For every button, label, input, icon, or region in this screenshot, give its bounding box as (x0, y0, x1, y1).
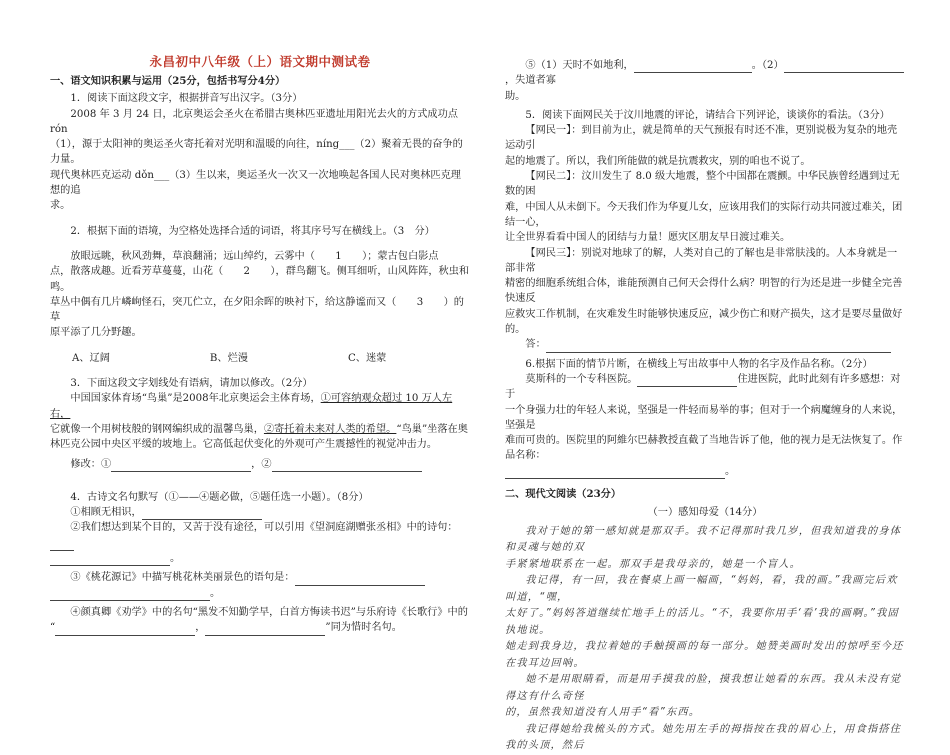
answer-blank[interactable] (50, 589, 210, 601)
q4-item-5: ⑤（1）天时不如地利， 。（2），失道者寡 (505, 58, 905, 89)
answer-blank[interactable] (505, 467, 725, 479)
passage-line: 我记得，有一回，我在餐桌上画一幅画，“妈妈，看，我的画。”我画完后欢叫道，“嘿， (505, 575, 898, 603)
q6-line: 难而可贵的。医院里的阿維尔巴赫教授直截了当地告诉了他，他的视力是无法恢复了。作品名称： (505, 435, 903, 462)
q2-options (50, 351, 470, 366)
q1-line: 现代奥林匹克运动 dǒn___（3）生以来，奥运圣火一次又一次地唤起各国人民对奥林匹克理想的追 (50, 169, 461, 197)
q4-item-2-cont: 。 (50, 551, 470, 566)
q5-netizen-2: 【网民二】：汶川发生了 8.0 级大地震，整个中国都在震颤。中华民族曾经遇到过无数的困 (505, 171, 900, 198)
q6-line: 一个身强力壮的年轻人来说，坚强是一件轻而易举的事；但对于一个病魔缠身的人来说，坚强是 (505, 404, 903, 431)
q1-line: 求。 (50, 200, 71, 212)
q4-item-1: ①相顾无相识， (50, 505, 470, 520)
passage-line: 的，虽然我知道没有人用手“看”东西。 (505, 707, 701, 719)
q4-item-4-cont: “ ， ”同为惜时名句。 (50, 620, 470, 635)
passage-text (505, 524, 905, 755)
answer-blank[interactable] (272, 460, 422, 472)
answer-blank[interactable] (546, 341, 891, 353)
q4-item-5-cont: 助。 (505, 90, 526, 102)
passage-line: 她走到我身边，我拉着她的手触摸画的每一部分。她赞美画时发出的惊呼至今还在我耳边回响。 (505, 641, 904, 669)
q2-line: 点，散落成趣。近看芳草蔓蔓，山花（ 2 ），群鸟翻飞。侧耳细听，山风阵阵，秋虫和鸣。 (50, 266, 470, 293)
q2-option-c: C、迷蒙 (347, 352, 387, 364)
q5-netizen-3-cont: 应救灾工作机制，在灾难发生时能够快速反应，减少伤亡和财产损失，这才是要尽量做好的。 (505, 308, 903, 336)
q2-stem: 2．根据下面的语境，为空格处选择合适的词语，将其序号写在横线上。（3 分） (70, 225, 435, 237)
answer-blank[interactable] (50, 539, 74, 551)
passage-line: 我记得她给我梳头的方式。她先用左手的拇指按在我的眉心上，用食指搭住我的头顶，然后 (505, 723, 902, 752)
q5-netizen-1: 【网民一】：到目前为止，就是简单的天气预报有时还不准，更别说极为复杂的地壳运动引 (505, 125, 898, 152)
q1-line: 2008 年 3 月 24 日，北京奥运会圣火在希腊古奥林匹亚遗址用阳光去火的方式成功点 rón (50, 108, 458, 135)
passage-line: 手紧紧地联系在一起。那双手是我母亲的，她是一个盲人。 (505, 558, 802, 570)
q1-line: （1），源于太阳神的奥运圣火寄托着对光明和温暖的向往，níng___（2）聚着无畏的奋争的力量。 (50, 139, 463, 166)
q4-item-3-cont: 。 (50, 586, 470, 601)
q5-netizen-3: 【网民三】：别说对地球了的解，人类对自己的了解也是非常肤浅的。人本身就是一部非常 (505, 247, 898, 274)
q5-answer-line: 答： (505, 337, 905, 352)
q3-stem: 3．下面这段文字划线处有语病，请加以修改。（2分） (70, 378, 313, 390)
q3-line: 林匹克公园中央区平缓的坡地上。它高低起伏变化的外观可产生震撼性的视觉冲击力。 (50, 439, 438, 451)
q5-netizen-2-cont: 让全世界看看中国人的团结与力量！愿灾区朋友早日渡过难关。 (505, 232, 791, 244)
answer-blank[interactable] (637, 375, 737, 387)
q1-stem: 1．阅读下面这段文字，根据拼音写出汉字。（3分） (70, 93, 303, 105)
q3-fix-line: 修改：① ，② (50, 457, 470, 472)
answer-blank[interactable] (50, 554, 170, 566)
left-column (50, 74, 470, 636)
q2-line: 草丛中偶有几片嶙峋怪石，突兀伫立，在夕阳余晖的映衬下，给这静谧而又（ 3 ）的草 (50, 296, 464, 324)
answer-blank[interactable] (784, 61, 904, 73)
q5-stem: 5．阅读下面网民关于汶川地震的评论，请结合下列评论，谈谈你的看法。（3分） (525, 109, 890, 121)
section-one-heading: 一、语文知识积累与运用（25分，包括书写分4分） (50, 75, 286, 87)
q4-item-4: ④颜真卿《劝学》中的名句“黑发不知勤学早，白首方悔读书迟”与乐府诗《长歌行》中的 (70, 606, 468, 618)
answer-blank[interactable] (205, 624, 325, 636)
right-column (505, 58, 905, 755)
answer-blank[interactable] (634, 61, 752, 73)
q3-line: 中国国家体育场“鸟巢”是2008年北京奥运会主体育场，①可容纳观众超过 10 万人左右， (50, 393, 453, 420)
q2-line: 放眼远眺，秋风劲舞，草浪翻涌；远山绰约，云雾中（ 1 ）；蒙古包白影点 (70, 250, 439, 262)
answer-blank[interactable] (55, 624, 195, 636)
q4-item-2: ②我们想达到某个目的，又苦于没有途径，可以引用《望洞庭湖赠张丞相》中的诗句： (50, 520, 470, 551)
q4-stem: 4．古诗文名句默写（①——④题必做，⑤题任选一小题）。（8分） (70, 491, 369, 503)
q6-line: 莫斯科的一个专科医院。 住进医院，此时此刻有许多感想：对于 (505, 373, 901, 401)
q3-line: 它就像一个用树枝般的钢网编织成的温馨鸟巢，②寄托着未来对人类的希望。“鸟巢”坐落在奥 (50, 423, 468, 435)
q2-option-b: B、烂漫 (209, 352, 248, 364)
q5-netizen-2-cont: 难，中国人从未倒下。今天我们作为华夏儿女，应该用我们的实际行动共同渡过难关，团结一心， (505, 201, 903, 228)
q5-netizen-1-cont: 起的地震了。所以，我们所能做的就是抗震救灾，别的咱也不说了。 (505, 155, 811, 167)
q3-underlined-1: ①可容纳观众超过 10 万人左右， (50, 393, 453, 420)
q2-line: 原平添了几分野趣。 (50, 327, 142, 339)
passage-one-title: （一）感知母爱（14分） (647, 507, 763, 519)
q6-stem: 6.根据下面的情节片断，在横线上写出故事中人物的名字及作品名称。（2分） (525, 358, 873, 370)
q4-item-3: ③《桃花源记》中描写桃花林美丽景色的语句是： (50, 570, 470, 585)
page-title: 永昌初中八年级（上）语文期中测试卷 (149, 54, 371, 69)
q5-netizen-3-cont: 精密的细胞系统组合体，谁能预测自己何天会得什么病？明智的行为还是进一步健全完善快速反 (505, 278, 903, 305)
passage-line: 我对于她的第一感知就是那双手。我不记得那时我几岁，但我知道我的身体和灵魂与她的双 (505, 525, 902, 554)
q3-underlined-2: ②寄托着未来对人类的希望。 (263, 423, 397, 435)
answer-blank[interactable] (142, 508, 262, 520)
passage-line: 太好了。”妈妈答道继续忙地手上的活儿。“不，我要你用手‘看’我的画啊。”我固执地说。 (505, 608, 899, 636)
q6-line: 。 (505, 464, 905, 479)
section-two-heading: 二、现代文阅读（23分） (505, 488, 622, 501)
answer-blank[interactable] (111, 460, 251, 472)
q2-option-a: A、辽阔 (72, 352, 110, 364)
answer-blank[interactable] (295, 574, 425, 586)
passage-line: 她不是用眼睛看，而是用手摸我的脸，摸我想让她看的东西。我从未没有觉得这有什么奇怪 (505, 674, 902, 702)
